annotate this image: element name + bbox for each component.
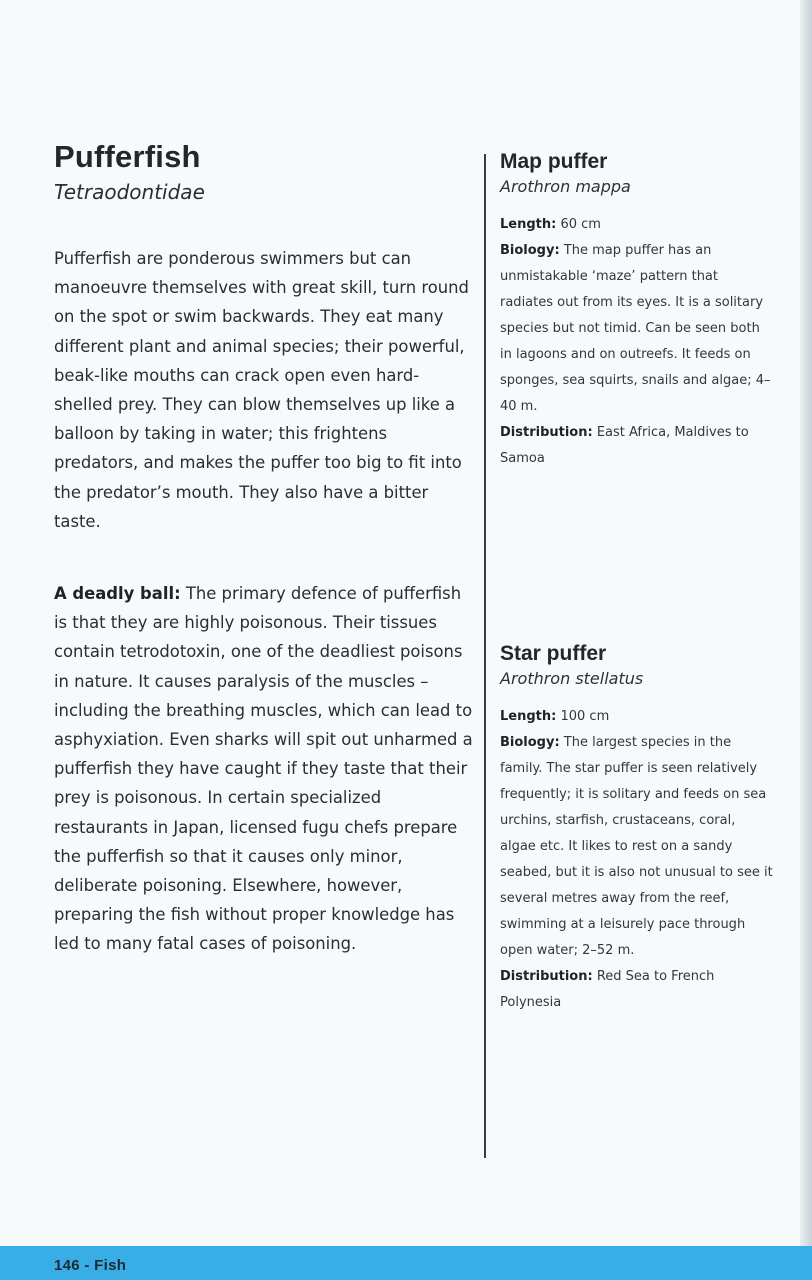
footer-band — [0, 1246, 812, 1280]
biology-label: Biology: — [500, 735, 560, 750]
defence-text: The primary defence of pufferfish is that they are highly poisonous. Their tissues contain tetrodotoxin, one of the deadliest poisons in nature. It causes paralysis of the muscles – including the breathing muscles, which can lead to asphyxiation. Even sharks will spit out unharmed a pufferfish they have caught if they taste that their prey is poisonous. In certain specialized restaurants in Japan, licensed fugu chefs prepare the pufferfish so that it causes only minor, deliberate poisoning. Elsewhere, however, preparing the fish without proper knowledge has led to many fatal cases of poisoning. — [54, 584, 473, 954]
distribution-line — [500, 420, 775, 472]
distribution-line — [500, 964, 775, 1016]
biology-text: The largest species in the family. The star puffer is seen relatively frequently; it is solitary and feeds on sea urchins, starfish, crustaceans, coral, algae etc. It likes to rest on a sandy seabed, but it is also not unusual to see it several metres away from the reef, swimming at a leisurely pace through open water; 2–52 m. — [500, 735, 773, 958]
distribution-label: Distribution: — [500, 425, 593, 440]
page-title: Pufferfish — [54, 139, 201, 174]
species-latin-name: Arothron mappa — [500, 177, 631, 196]
species-name: Map puffer — [500, 150, 608, 173]
length-line — [500, 212, 775, 238]
page-subtitle-latin: Tetraodontidae — [54, 180, 205, 204]
species-entry-star-puffer — [500, 642, 775, 1016]
page-number-section: 146 - Fish — [54, 1257, 127, 1274]
species-entry-map-puffer — [500, 150, 775, 472]
length-label: Length: — [500, 709, 557, 724]
defence-lead: A deadly ball: — [54, 584, 181, 603]
distribution-text: Red Sea to French Polynesia — [500, 969, 715, 1010]
species-details — [500, 212, 775, 472]
length-line — [500, 704, 775, 730]
distribution-label: Distribution: — [500, 969, 593, 984]
biology-label: Biology: — [500, 243, 560, 258]
species-details — [500, 704, 775, 1016]
page-edge-shadow — [800, 0, 812, 1280]
biology-text: The map puffer has an unmistakable ‘maze’ pattern that radiates out from its eyes. It is a solitary species but not timid. Can be seen both in lagoons and on outreefs. It feeds on sponges, sea squirts, snails and algae; 4–40 m. — [500, 243, 771, 414]
length-value: 60 cm — [556, 217, 601, 232]
defence-paragraph — [54, 579, 474, 959]
intro-paragraph: Pufferfish are ponderous swimmers but can manoeuvre themselves with great skill, turn round on the spot or swim backwards. They eat many different plant and animal species; their powerful, beak-like mouths can crack open even hard-shelled prey. They can blow themselves up like a balloon by taking in water; this frightens predators, and makes the puffer too big to fit into the predator’s mouth. They also have a bitter taste. — [54, 249, 469, 531]
species-latin-name: Arothron stellatus — [500, 669, 644, 688]
length-value: 100 cm — [556, 709, 610, 724]
species-name: Star puffer — [500, 642, 607, 665]
biology-line — [500, 238, 775, 420]
column-divider — [484, 154, 486, 1158]
biology-line — [500, 730, 775, 964]
length-label: Length: — [500, 217, 557, 232]
distribution-text: East Africa, Maldives to Samoa — [500, 425, 749, 466]
